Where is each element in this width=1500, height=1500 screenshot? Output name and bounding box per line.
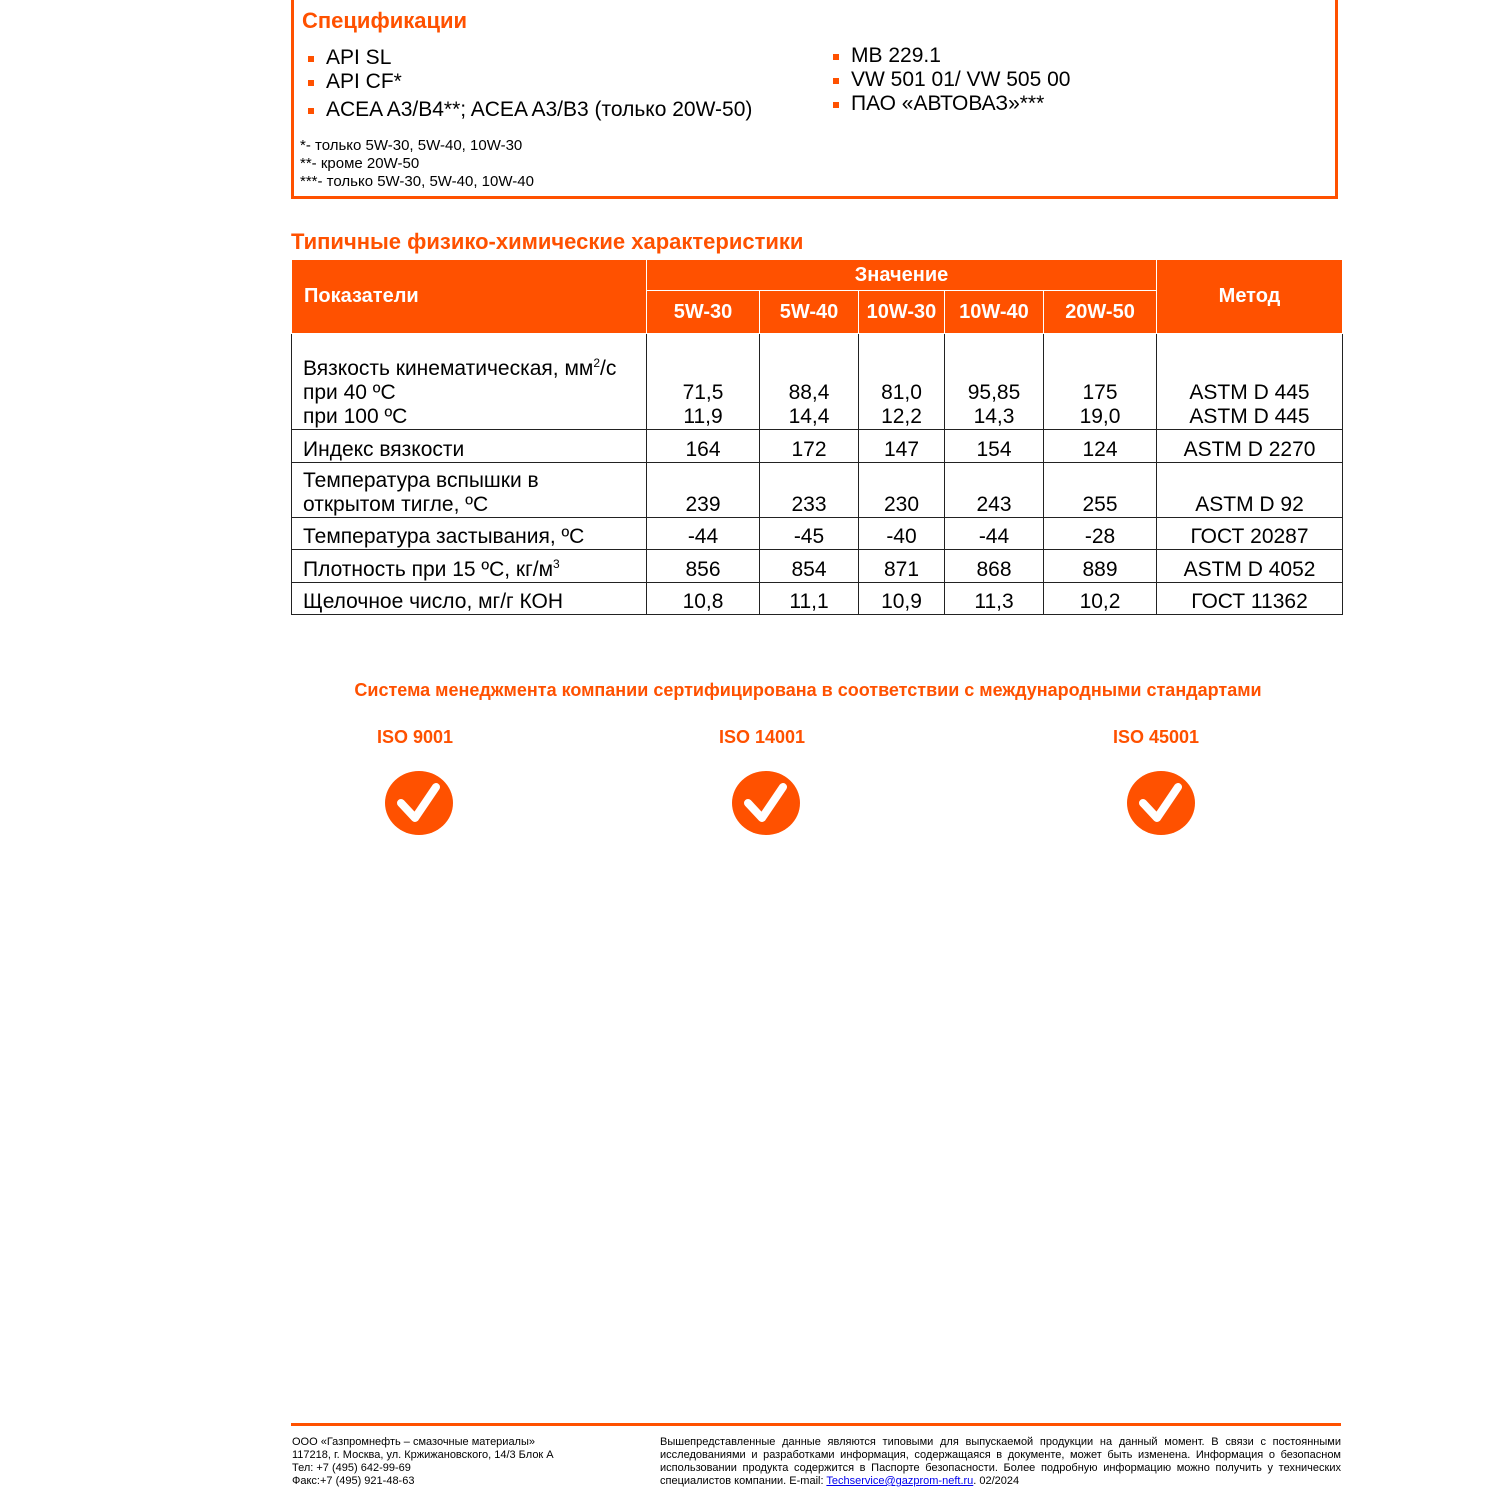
properties-table: [291, 259, 1343, 615]
row-label: Индекс вязкости: [292, 430, 647, 463]
cell-value: 164: [647, 430, 760, 463]
footer-company-info: [292, 1436, 554, 1488]
row-label: Щелочное число, мг/г КОН: [292, 583, 647, 615]
spec-item: ACEA A3/B4**; ACEA A3/B3 (только 20W-50): [304, 98, 752, 122]
table-row: [292, 334, 1343, 430]
document-date: . 02/2024: [973, 1475, 1020, 1487]
footer-disclaimer: [660, 1436, 1341, 1488]
certification-title: Система менеджмента компании сертифицирована в соответствии с международными стандартами: [354, 680, 1262, 700]
row-label: Температура вспышки в открытом тигле, ºС: [292, 463, 647, 518]
cell-value: 71,5 11,9: [647, 334, 760, 430]
iso-9001-label: ISO 9001: [377, 727, 454, 747]
support-email-link[interactable]: Techservice@gazprom-neft.ru: [826, 1475, 974, 1487]
cell-value: -40: [859, 518, 945, 550]
checkmark-icon: [1126, 770, 1196, 836]
cell-value: 154: [945, 430, 1044, 463]
cell-value: 11,3: [945, 583, 1044, 615]
cell-value: 124: [1044, 430, 1157, 463]
cell-value: 10,8: [647, 583, 760, 615]
cell-method: ASTM D 92: [1157, 463, 1343, 518]
specifications-footnotes: [300, 137, 534, 191]
cell-value: 889: [1044, 550, 1157, 583]
cell-method: ГОСТ 20287: [1157, 518, 1343, 550]
footnote: ***- только 5W-30, 5W-40, 10W-40: [300, 173, 534, 190]
header-indicators: Показатели: [292, 260, 647, 334]
cell-value: -28: [1044, 518, 1157, 550]
cell-value: 81,0 12,2: [859, 334, 945, 430]
cell-value: 95,85 14,3: [945, 334, 1044, 430]
cell-value: 175 19,0: [1044, 334, 1157, 430]
cell-method: ASTM D 4052: [1157, 550, 1343, 583]
checkmark-icon: [384, 770, 454, 836]
cell-value: -45: [760, 518, 859, 550]
footer-divider: [291, 1423, 1341, 1426]
table-row: [292, 463, 1343, 518]
row-label: Вязкость кинематическая, $мм^2/с$ при 40 ºС при 100 ºС: [292, 334, 647, 430]
company-phone: Тел: +7 (495) 642-99-69: [292, 1462, 411, 1474]
header-grade: 20W-50: [1044, 291, 1157, 334]
cell-value: 147: [859, 430, 945, 463]
header-value: Значение: [647, 260, 1157, 291]
checkmark-icon: [731, 770, 801, 836]
table-row: [292, 430, 1343, 463]
cell-value: 239: [647, 463, 760, 518]
specifications-title: Спецификации: [302, 8, 468, 33]
cell-value: 10,2: [1044, 583, 1157, 615]
header-grade: 10W-40: [945, 291, 1044, 334]
iso-45001-label: ISO 45001: [1113, 727, 1200, 747]
properties-title: Типичные физико-химические характеристики: [291, 229, 804, 254]
cell-value: -44: [945, 518, 1044, 550]
specifications-list-left: [304, 46, 752, 122]
cell-value: 230: [859, 463, 945, 518]
row-label: Температура застывания, ºС: [292, 518, 647, 550]
cell-value: -44: [647, 518, 760, 550]
footnote: *- только 5W-30, 5W-40, 10W-30: [300, 137, 523, 154]
footnote: **- кроме 20W-50: [300, 155, 420, 172]
cell-method: ГОСТ 11362: [1157, 583, 1343, 615]
table-row: [292, 518, 1343, 550]
iso-14001-label: ISO 14001: [719, 727, 806, 747]
cell-value: 854: [760, 550, 859, 583]
header-grade: 10W-30: [859, 291, 945, 334]
spec-item: API SL: [304, 46, 752, 70]
cell-method: ASTM D 445 ASTM D 445: [1157, 334, 1343, 430]
spec-item: ПАО «АВТОВАЗ»***: [829, 92, 1070, 116]
cell-value: 11,1: [760, 583, 859, 615]
cell-value: 868: [945, 550, 1044, 583]
spec-item: API CF*: [304, 70, 752, 94]
cell-value: 88,4 14,4: [760, 334, 859, 430]
cell-value: 871: [859, 550, 945, 583]
table-row: [292, 550, 1343, 583]
cell-value: 172: [760, 430, 859, 463]
cell-value: 856: [647, 550, 760, 583]
company-address: 117218, г. Москва, ул. Кржижановского, 14/3 Блок А: [292, 1449, 554, 1461]
cell-value: 10,9: [859, 583, 945, 615]
specifications-list-right: [829, 44, 1070, 116]
table-row: [292, 583, 1343, 615]
specifications-box: [291, 0, 1338, 199]
spec-item: VW 501 01/ VW 505 00: [829, 68, 1070, 92]
cell-value: 243: [945, 463, 1044, 518]
header-method: Метод: [1157, 260, 1343, 334]
header-grade: 5W-30: [647, 291, 760, 334]
company-name: ООО «Газпромнефть – смазочные материалы»: [292, 1436, 536, 1448]
cell-value: 233: [760, 463, 859, 518]
disclaimer-text: Вышепредставленные данные являются типовыми для выпускаемой продукции на данный момент. В связи с постоянными исследованиями и разработками информация, содержащаяся в документе, может быть изменена. Информация о безопасном использовании продукта содержится в Паспорте безопасности. Более подробную информацию можно получить у технических специалистов компании. E-mail:: [660, 1436, 1341, 1487]
cell-method: ASTM D 2270: [1157, 430, 1343, 463]
company-fax: Факс:+7 (495) 921-48-63: [292, 1475, 415, 1487]
header-grade: 5W-40: [760, 291, 859, 334]
spec-item: MB 229.1: [829, 44, 1070, 68]
row-label: Плотность при 15 ºС, $кг/м^3$: [292, 550, 647, 583]
cell-value: 255: [1044, 463, 1157, 518]
